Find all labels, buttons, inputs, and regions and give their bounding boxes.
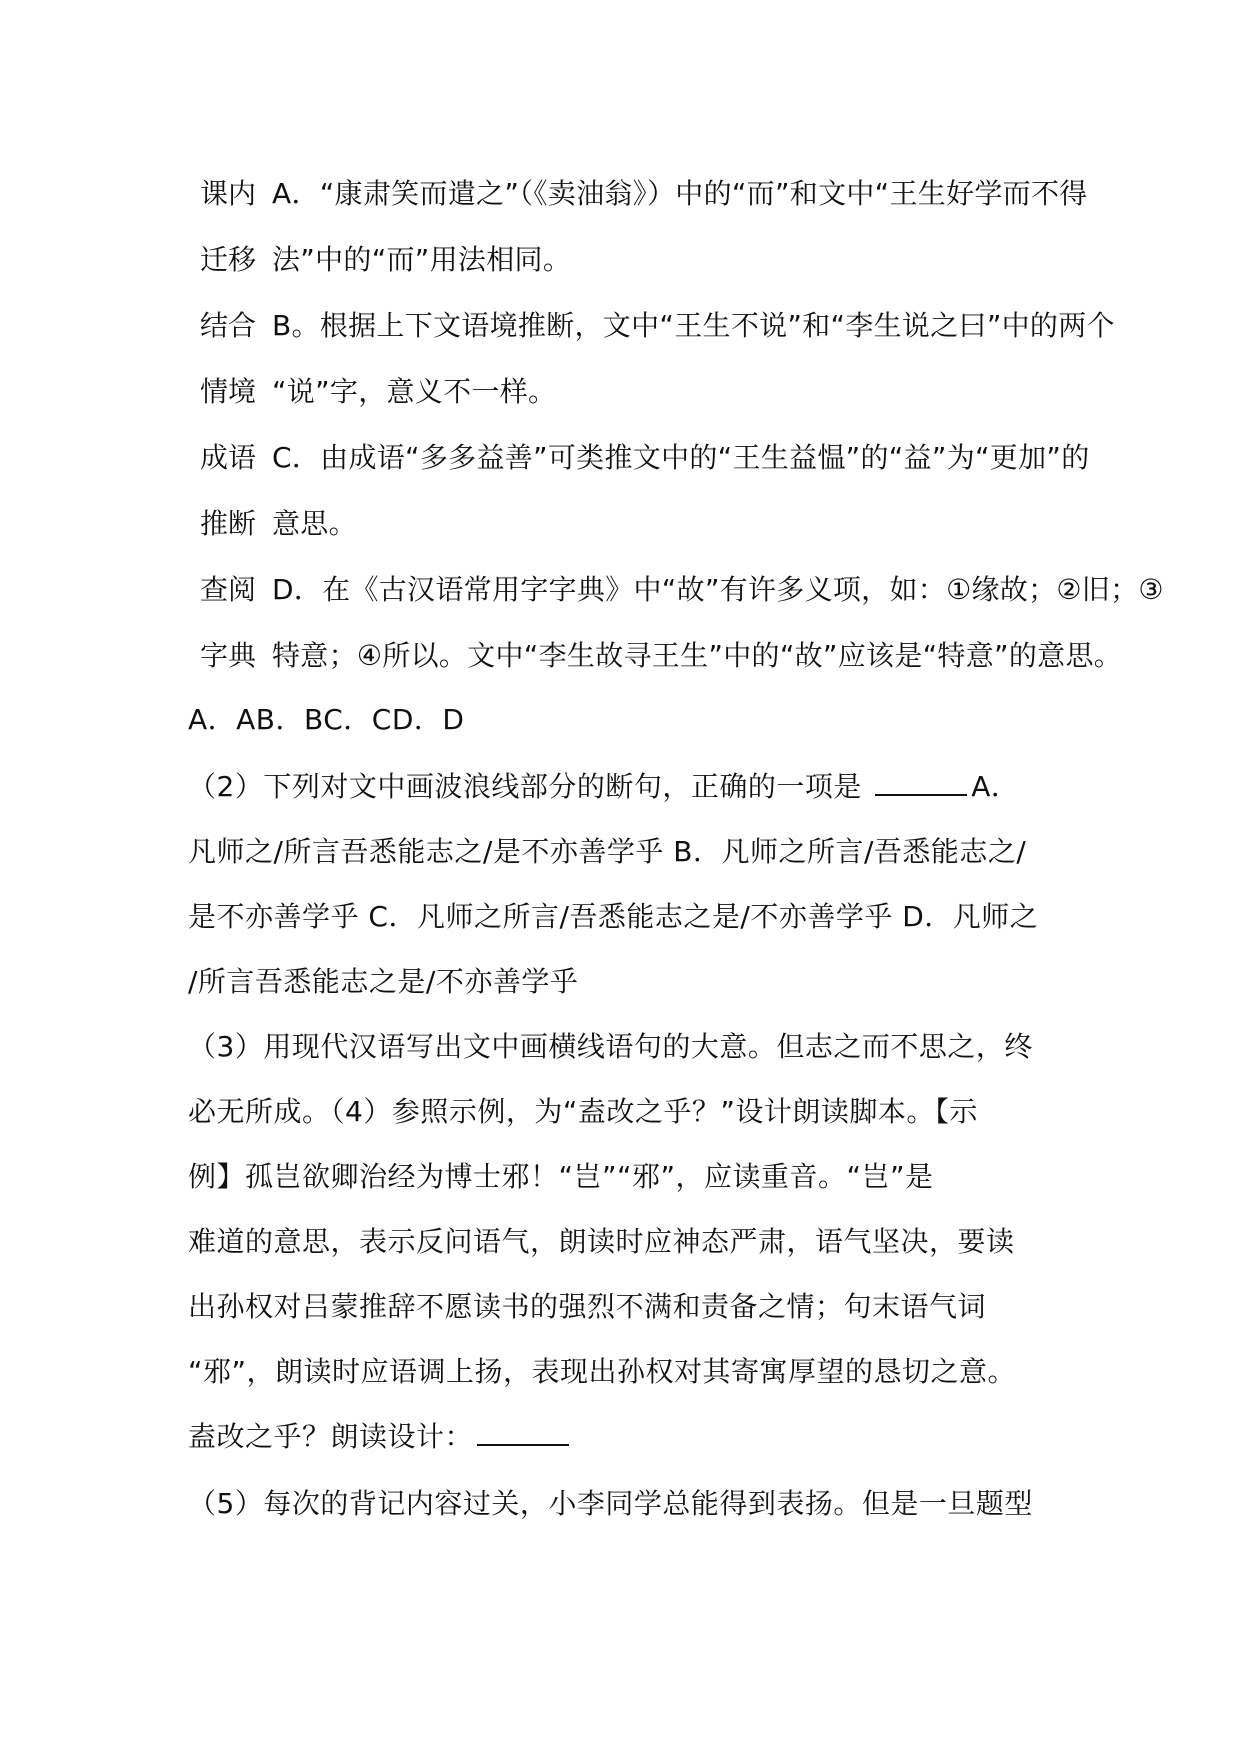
option-row-c (200, 436, 1230, 568)
option-tag-d (200, 568, 272, 700)
q5-line1: （5）每次的背记内容过关，小李同学总能得到表扬。但是一旦题型 (188, 1487, 1033, 1520)
q3-line6: “邪”，朗读时应语调上扬，表现出孙权对其寄寓厚望的恳切之意。 (188, 1355, 1017, 1388)
q3-line5: 出孙权对吕蒙推辞不愿读书的强烈不满和责备之情；句末语气词 (188, 1290, 987, 1323)
q2-line3: 是不亦善学乎 C．凡师之所言/吾悉能志之是/不亦善学乎 D．凡师之 (188, 900, 1039, 933)
option-text-c (272, 436, 1230, 568)
q4-design-prompt: 盍改之乎？朗读设计： (188, 1420, 474, 1453)
q2-line1 (188, 765, 1019, 809)
option-tag-a-line1: 课内 (200, 177, 257, 210)
option-row-b (200, 304, 1230, 436)
q4-answer-blank[interactable] (477, 1418, 569, 1446)
option-tag-a-line2: 迁移 (200, 243, 257, 276)
option-text-a (272, 172, 1230, 304)
option-text-c-line1: C．由成语“多多益善”可类推文中的“王生益愠”的“益”为“更加”的 (272, 441, 1090, 474)
option-tag-c-line1: 成语 (200, 441, 257, 474)
option-tag-c (200, 436, 272, 568)
q1-options-table (200, 172, 1230, 700)
option-tag-a (200, 172, 272, 304)
option-row-d (200, 568, 1230, 700)
q3-line3: 例】孤岂欲卿治经为博士邪！“岂”“邪”，应读重音。“岂”是 (188, 1160, 934, 1193)
option-text-d-line1: D．在《古汉语常用字字典》中“故”有许多义项，如：①缘故；②旧；③ (272, 573, 1164, 606)
option-tag-d-line2: 字典 (200, 639, 257, 672)
option-text-d (272, 568, 1230, 700)
option-text-a-line1: A．“康肃笑而遣之”（《卖油翁》）中的“而”和文中“王生好学而不得 (272, 177, 1088, 210)
option-text-b (272, 304, 1230, 436)
q2-line2: 凡师之/所言吾悉能志之/是不亦善学乎 B．凡师之所言/吾悉能志之/ (188, 835, 1027, 868)
q3-line1: （3）用现代汉语写出文中画横线语句的大意。但志之而不思之，终 (188, 1030, 1033, 1063)
option-text-d-line2: 特意；④所以。文中“李生故寻王生”中的“故”应该是“特意”的意思。 (272, 639, 1123, 672)
q2-line4: /所言吾悉能志之是/不亦善学乎 (188, 965, 579, 998)
option-text-c-line2: 意思。 (272, 507, 357, 540)
option-tag-c-line2: 推断 (200, 507, 257, 540)
option-text-b-line1: B。根据上下文语境推断，文中“王生不说”和“李生说之曰”中的两个 (272, 309, 1115, 342)
q1-answer-choices: A．AB．BC．CD．D (188, 703, 465, 736)
q3-line4: 难道的意思，表示反问语气，朗读时应神态严肃，语气坚决，要读 (188, 1225, 1015, 1258)
option-text-b-line2: “说”字，意义不一样。 (272, 375, 557, 408)
option-tag-b-line2: 情境 (200, 375, 257, 408)
option-row-a (200, 172, 1230, 304)
option-text-a-line2: 法”中的“而”用法相同。 (272, 243, 572, 276)
q3-line7 (188, 1415, 573, 1459)
q2-answer-blank[interactable] (875, 768, 967, 796)
q2-option-a-label: A． (971, 770, 1020, 803)
q3-line2: 必无所成。（4）参照示例，为“盍改之乎？”设计朗读脚本。【示 (188, 1095, 978, 1128)
option-tag-d-line1: 查阅 (200, 573, 257, 606)
option-tag-b (200, 304, 272, 436)
option-tag-b-line1: 结合 (200, 309, 257, 342)
q2-prompt: （2）下列对文中画波浪线部分的断句，正确的一项是 (188, 770, 872, 803)
